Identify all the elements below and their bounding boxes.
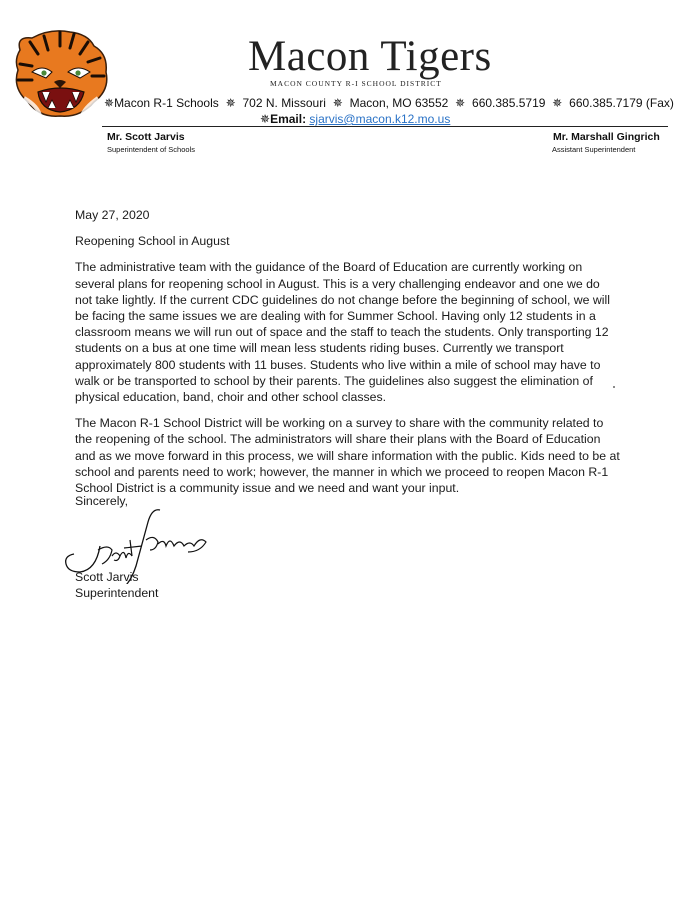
letter-paragraph: The Macon R-1 School District will be working on a survey to share with the community related to the reopening of the school. The administrators will share their plans with the Board of Education and as we move forward in this process, we will share information with the public. Kids need to be at school and parents need to work; however, the manner in which we proceed to reopen Macon R-1 School District is a community issue and we need and want your input. [75, 416, 620, 496]
letterhead-divider [102, 126, 668, 127]
star-icon: ✵ [455, 96, 466, 110]
email-label: Email: [270, 112, 307, 126]
letterhead [0, 0, 695, 160]
letterhead-title: Macon Tigers [248, 33, 492, 80]
assistant-superintendent-name: Mr. Marshall Gingrich [553, 131, 660, 143]
letter-paragraph: The administrative team with the guidance of the Board of Education are currently working on several plans for reopening school in August. This is a very challenging endeavor and one we do not take lightly. If the current CDC guidelines do not change before the beginning of school, we will be facing the same issues we are dealing with for Summer School. Having only 12 students in a classroom means we will run out of space and the staff to teach the students. Only transporting 12 students on a bus at one time will mean less students riding buses. Currently we transport approximately 800 students with 11 buses. Students who live within a mile of school may have to walk or be transported to school by their parents. The guidelines also suggest the elimination of physical education, band, choir and other school classes. [75, 260, 611, 405]
left-official [107, 131, 195, 154]
star-icon: ✵ [260, 112, 271, 126]
stray-mark [613, 386, 615, 388]
signature-block [60, 494, 280, 604]
letter-date: May 27, 2020 [75, 208, 150, 222]
letterhead-subtitle: MACON COUNTY R-I SCHOOL DISTRICT [270, 79, 442, 88]
contact-phone: 660.385.5719 [472, 96, 546, 110]
signer [75, 569, 158, 601]
email-line [260, 112, 450, 126]
superintendent-name: Mr. Scott Jarvis [107, 131, 185, 143]
letter-closing: Sincerely, [75, 494, 129, 508]
assistant-superintendent-role: Assistant Superintendent [552, 145, 636, 154]
letter-subject: Reopening School in August [75, 234, 230, 249]
contact-fax: 660.385.7179 (Fax) [569, 96, 674, 110]
tiger-mascot-logo [10, 28, 114, 120]
contact-line [104, 96, 674, 110]
right-official [552, 131, 660, 154]
star-icon: ✵ [552, 96, 563, 110]
superintendent-role: Superintendent of Schools [107, 145, 195, 154]
star-icon: ✵ [225, 96, 236, 110]
star-icon: ✵ [104, 96, 115, 110]
letter-body [75, 207, 620, 506]
signer-name: Scott Jarvis [75, 570, 139, 584]
contact-city: Macon, MO 63552 [349, 96, 449, 110]
email-link[interactable]: sjarvis@macon.k12.mo.us [309, 112, 451, 126]
star-icon: ✵ [332, 96, 343, 110]
contact-org: Macon R-1 Schools [114, 96, 219, 110]
signer-title: Superintendent [75, 586, 159, 600]
contact-street: 702 N. Missouri [242, 96, 326, 110]
